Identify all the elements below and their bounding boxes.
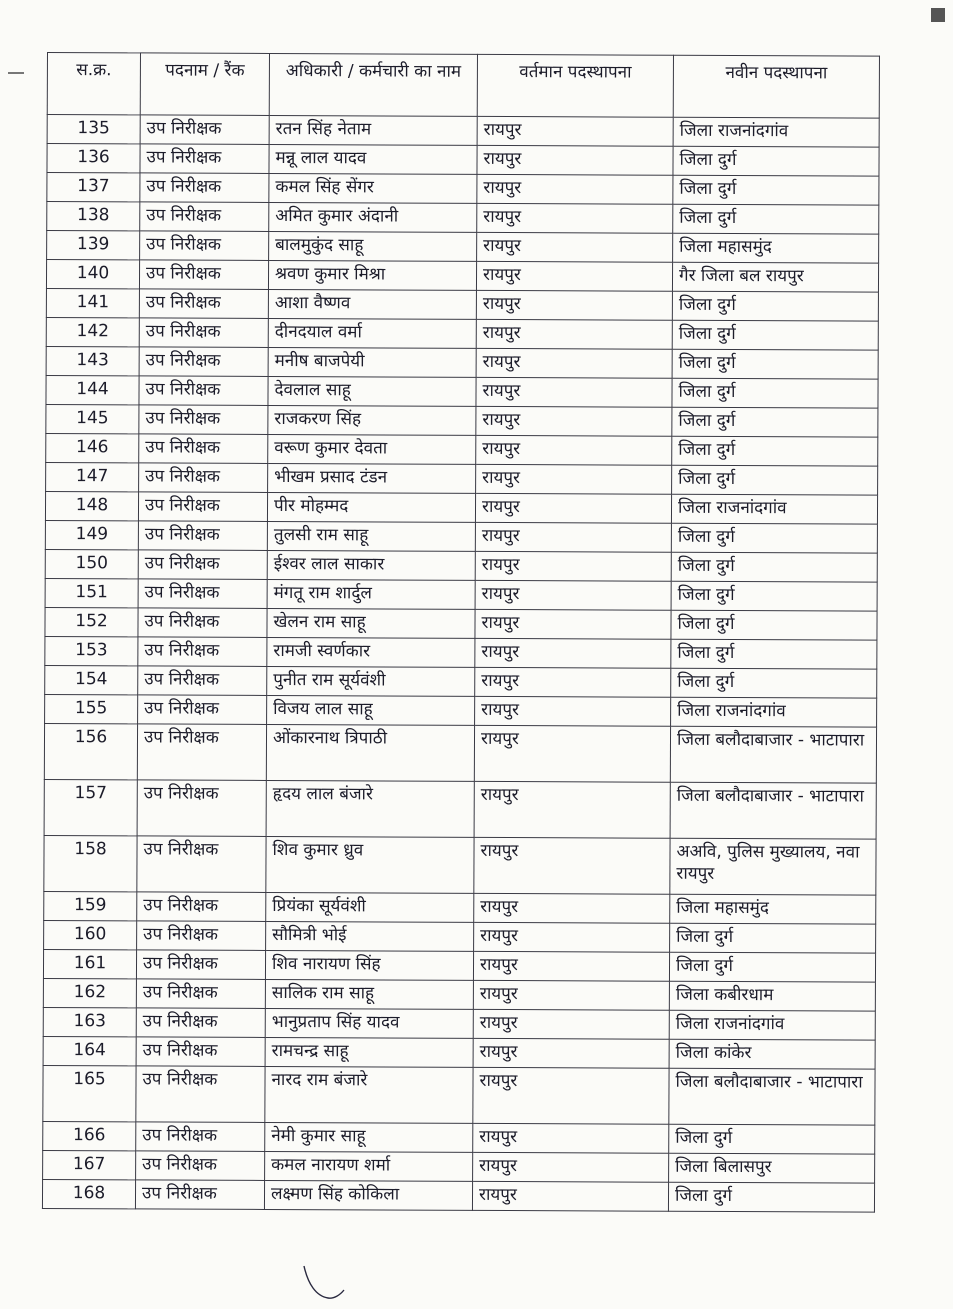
cell-name: मन्नू लाल यादव <box>269 144 477 174</box>
cell-rank: उप निरीक्षक <box>140 173 269 203</box>
cell-current-posting: रायपुर <box>473 1123 669 1153</box>
cell-sno: 141 <box>46 288 139 317</box>
cell-sno: 140 <box>46 260 139 289</box>
cell-sno: 146 <box>46 433 139 462</box>
header-current-posting: वर्तमान पदस्थापना <box>477 54 673 117</box>
cell-new-posting: जिला दुर्ग <box>671 581 877 611</box>
table-row <box>42 1179 874 1212</box>
cell-sno: 159 <box>44 891 137 920</box>
table-row <box>45 549 877 582</box>
table-body <box>42 115 879 1213</box>
cell-rank: उप निरीक्षक <box>139 463 268 493</box>
cell-current-posting: रायपुर <box>475 667 671 697</box>
cell-current-posting: रायपुर <box>477 232 673 262</box>
table-row <box>43 1036 875 1069</box>
table-row <box>46 404 878 437</box>
cell-sno: 154 <box>45 665 138 694</box>
cell-new-posting: जिला बलौदाबाजार - भाटापारा <box>669 1068 875 1125</box>
cell-new-posting: जिला कबीरधाम <box>669 981 875 1011</box>
cell-rank: उप निरीक्षक <box>140 231 269 261</box>
table-row <box>47 115 879 148</box>
cell-sno: 168 <box>42 1179 135 1208</box>
cell-name: ईश्वर लाल साकार <box>267 550 475 580</box>
cell-rank: उप निरीक्षक <box>140 115 269 145</box>
scan-margin-mark <box>8 72 24 74</box>
cell-rank: उप निरीक्षक <box>136 1151 265 1181</box>
cell-rank: उप निरीक्षक <box>139 376 268 406</box>
cell-new-posting: जिला राजनांदगांव <box>673 117 879 147</box>
cell-sno: 148 <box>45 491 138 520</box>
table-row <box>45 694 877 727</box>
header-sno: स.क्र. <box>47 53 140 115</box>
table-row <box>46 346 878 379</box>
cell-current-posting: रायपुर <box>474 893 670 923</box>
cell-rank: उप निरीक्षक <box>137 892 266 922</box>
table-row <box>44 891 876 924</box>
cell-current-posting: रायपुर <box>472 1181 668 1211</box>
cell-new-posting: जिला महासमुंद <box>673 233 879 263</box>
cell-sno: 150 <box>45 549 138 578</box>
cell-rank: उप निरीक्षक <box>139 434 268 464</box>
cell-new-posting: जिला दुर्ग <box>671 668 877 698</box>
cell-name: सालिक राम साहू <box>265 979 473 1009</box>
cell-sno: 161 <box>43 949 136 978</box>
cell-new-posting: जिला महासमुंद <box>670 894 876 924</box>
cell-sno: 136 <box>47 144 140 173</box>
cell-rank: उप निरीक्षक <box>137 724 266 781</box>
cell-new-posting: जिला दुर्ग <box>672 349 878 379</box>
table-row <box>46 433 878 466</box>
transfer-list-table <box>42 52 880 1213</box>
cell-current-posting: रायपुर <box>473 1009 669 1039</box>
table-row <box>45 578 877 611</box>
cell-rank: उप निरीक्षक <box>138 695 267 725</box>
cell-name: मनीष बाजपेयी <box>268 347 476 377</box>
cell-sno: 144 <box>46 375 139 404</box>
table-row <box>47 144 879 177</box>
cell-current-posting: रायपुर <box>473 951 669 981</box>
cell-sno: 165 <box>43 1065 136 1121</box>
table-row <box>46 260 878 293</box>
cell-sno: 139 <box>47 231 140 260</box>
cell-name: विजय लाल साहू <box>267 695 475 725</box>
cell-sno: 155 <box>45 694 138 723</box>
cell-name: रामचन्द्र साहू <box>265 1037 473 1067</box>
cell-name: भानुप्रताप सिंह यादव <box>265 1008 473 1038</box>
cell-name: अमित कुमार अंदानी <box>269 202 477 232</box>
cell-rank: उप निरीक्षक <box>138 579 267 609</box>
cell-rank: उप निरीक्षक <box>137 921 266 951</box>
cell-rank: उप निरीक्षक <box>135 1180 264 1210</box>
table-row <box>45 607 877 640</box>
cell-new-posting: जिला दुर्ग <box>672 407 878 437</box>
cell-rank: उप निरीक्षक <box>138 637 267 667</box>
cell-new-posting: जिला दुर्ग <box>673 204 879 234</box>
header-name: अधिकारी / कर्मचारी का नाम <box>269 53 477 116</box>
cell-sno: 167 <box>43 1150 136 1179</box>
cell-sno: 143 <box>46 346 139 375</box>
table-row <box>45 636 877 669</box>
cell-new-posting: जिला दुर्ग <box>672 436 878 466</box>
cell-sno: 164 <box>43 1036 136 1065</box>
cell-current-posting: रायपुर <box>477 145 673 175</box>
cell-name: कमल सिंह सेंगर <box>269 173 477 203</box>
cell-name: सौमित्री भोई <box>266 921 474 951</box>
scan-corner-mark <box>931 8 945 22</box>
cell-current-posting: रायपुर <box>476 377 672 407</box>
cell-sno: 162 <box>43 978 136 1007</box>
cell-new-posting: जिला दुर्ग <box>672 465 878 495</box>
cell-current-posting: रायपुर <box>476 261 672 291</box>
cell-rank: उप निरीक्षक <box>139 318 268 348</box>
table-row <box>43 978 875 1011</box>
cell-name: प्रियंका सूर्यवंशी <box>266 892 474 922</box>
table-row <box>44 779 876 839</box>
cell-sno: 145 <box>46 404 139 433</box>
cell-current-posting: रायपुर <box>473 1038 669 1068</box>
cell-current-posting: रायपुर <box>477 174 673 204</box>
cell-sno: 163 <box>43 1007 136 1036</box>
cell-current-posting: रायपुर <box>476 464 672 494</box>
cell-rank: उप निरीक्षक <box>137 780 266 837</box>
table-row <box>43 949 875 982</box>
cell-rank: उप निरीक्षक <box>136 979 265 1009</box>
cell-new-posting: जिला बलौदाबाजार - भाटापारा <box>670 782 876 839</box>
cell-name: भीखम प्रसाद टंडन <box>268 463 476 493</box>
cell-sno: 152 <box>45 607 138 636</box>
table-row <box>45 665 877 698</box>
cell-name: ओंकारनाथ त्रिपाठी <box>266 724 474 781</box>
table-row <box>44 920 876 953</box>
cell-new-posting: जिला राजनांदगांव <box>671 697 877 727</box>
cell-name: पीर मोहम्मद <box>267 492 475 522</box>
cell-current-posting: रायपुर <box>473 1152 669 1182</box>
table-row <box>46 462 878 495</box>
table-row <box>45 520 877 553</box>
cell-rank: उप निरीक्षक <box>138 492 267 522</box>
cell-name: खेलन राम साहू <box>267 608 475 638</box>
cell-new-posting: जिला दुर्ग <box>671 610 877 640</box>
cell-current-posting: रायपुर <box>474 922 670 952</box>
header-rank: पदनाम / रैंक <box>140 53 269 116</box>
cell-name: नारद राम बंजारे <box>265 1066 473 1123</box>
table-row <box>47 231 879 264</box>
cell-rank: उप निरीक्षक <box>136 1066 265 1123</box>
table-row <box>46 317 878 350</box>
cell-sno: 153 <box>45 636 138 665</box>
header-new-posting: नवीन पदस्थापना <box>673 55 879 118</box>
cell-current-posting: रायपुर <box>477 116 673 146</box>
table-row <box>43 1150 875 1183</box>
cell-current-posting: रायपुर <box>475 696 671 726</box>
cell-new-posting: गैर जिला बल रायपुर <box>672 262 878 292</box>
cell-sno: 147 <box>46 462 139 491</box>
cell-rank: उप निरीक्षक <box>136 1008 265 1038</box>
cell-new-posting: जिला दुर्ग <box>673 146 879 176</box>
cell-current-posting: रायपुर <box>475 638 671 668</box>
cell-rank: उप निरीक्षक <box>138 550 267 580</box>
cell-rank: उप निरीक्षक <box>137 836 266 893</box>
cell-rank: उप निरीक्षक <box>136 1122 265 1152</box>
cell-name: देवलाल साहू <box>268 376 476 406</box>
signature-mark <box>300 1262 350 1302</box>
cell-new-posting: जिला दुर्ग <box>670 923 876 953</box>
cell-rank: उप निरीक्षक <box>139 347 268 377</box>
cell-sno: 149 <box>45 520 138 549</box>
table-row <box>43 1065 875 1125</box>
table-row <box>44 723 876 783</box>
cell-sno: 160 <box>44 920 137 949</box>
cell-current-posting: रायपुर <box>477 203 673 233</box>
cell-new-posting: जिला दुर्ग <box>673 175 879 205</box>
cell-new-posting: जिला दुर्ग <box>671 552 877 582</box>
cell-current-posting: रायपुर <box>475 609 671 639</box>
cell-current-posting: रायपुर <box>475 522 671 552</box>
cell-name: नेमी कुमार साहू <box>265 1122 473 1152</box>
table-row <box>43 1121 875 1154</box>
cell-rank: उप निरीक्षक <box>136 1037 265 1067</box>
cell-new-posting: जिला राजनांदगांव <box>671 494 877 524</box>
cell-name: रतन सिंह नेताम <box>269 115 477 145</box>
cell-sno: 151 <box>45 578 138 607</box>
cell-name: श्रवण कुमार मिश्रा <box>268 260 476 290</box>
cell-name: राजकरण सिंह <box>268 405 476 435</box>
cell-name: बालमुकुंद साहू <box>269 231 477 261</box>
cell-new-posting: जिला बलौदाबाजार - भाटापारा <box>670 726 876 783</box>
cell-rank: उप निरीक्षक <box>138 666 267 696</box>
cell-new-posting: जिला दुर्ग <box>668 1182 874 1212</box>
cell-current-posting: रायपुर <box>475 551 671 581</box>
cell-rank: उप निरीक्षक <box>139 260 268 290</box>
table-row <box>47 202 879 235</box>
cell-new-posting: जिला दुर्ग <box>672 291 878 321</box>
table-header-row <box>47 53 879 119</box>
cell-current-posting: रायपुर <box>474 837 670 894</box>
table-row <box>45 491 877 524</box>
cell-new-posting: जिला दुर्ग <box>671 523 877 553</box>
table-row <box>46 288 878 321</box>
cell-name: दीनदयाल वर्मा <box>268 318 476 348</box>
table-row <box>46 375 878 408</box>
cell-sno: 137 <box>47 173 140 202</box>
cell-name: लक्ष्मण सिंह कोकिला <box>264 1180 472 1210</box>
cell-rank: उप निरीक्षक <box>138 608 267 638</box>
cell-name: आशा वैष्णव <box>268 289 476 319</box>
transfer-list-table-container <box>42 52 879 1213</box>
cell-name: रामजी स्वर्णकार <box>267 637 475 667</box>
cell-name: शिव नारायण सिंह <box>265 950 473 980</box>
cell-rank: उप निरीक्षक <box>140 144 269 174</box>
cell-current-posting: रायपुर <box>474 725 670 782</box>
cell-sno: 157 <box>44 779 137 835</box>
cell-current-posting: रायपुर <box>476 435 672 465</box>
cell-rank: उप निरीक्षक <box>140 202 269 232</box>
cell-name: तुलसी राम साहू <box>267 521 475 551</box>
cell-name: हृदय लाल बंजारे <box>266 780 474 837</box>
cell-current-posting: रायपुर <box>473 980 669 1010</box>
cell-name: कमल नारायण शर्मा <box>265 1151 473 1181</box>
cell-current-posting: रायपुर <box>473 1067 669 1124</box>
cell-rank: उप निरीक्षक <box>139 405 268 435</box>
cell-rank: उप निरीक्षक <box>136 950 265 980</box>
cell-sno: 142 <box>46 317 139 346</box>
cell-current-posting: रायपुर <box>476 406 672 436</box>
cell-new-posting: जिला दुर्ग <box>669 952 875 982</box>
cell-new-posting: जिला दुर्ग <box>672 378 878 408</box>
cell-new-posting: अअवि, पुलिस मुख्यालय, नवा रायपुर <box>670 838 876 895</box>
cell-current-posting: रायपुर <box>476 348 672 378</box>
table-row <box>43 1007 875 1040</box>
cell-rank: उप निरीक्षक <box>139 289 268 319</box>
cell-new-posting: जिला राजनांदगांव <box>669 1010 875 1040</box>
table-row <box>47 173 879 206</box>
cell-new-posting: जिला बिलासपुर <box>669 1153 875 1183</box>
cell-name: पुनीत राम सूर्यवंशी <box>267 666 475 696</box>
cell-sno: 138 <box>47 202 140 231</box>
cell-rank: उप निरीक्षक <box>138 521 267 551</box>
cell-sno: 156 <box>44 723 137 779</box>
cell-new-posting: जिला कांकेर <box>669 1039 875 1069</box>
cell-current-posting: रायपुर <box>476 290 672 320</box>
cell-new-posting: जिला दुर्ग <box>672 320 878 350</box>
cell-current-posting: रायपुर <box>475 580 671 610</box>
cell-name: शिव कुमार ध्रुव <box>266 836 474 893</box>
cell-current-posting: रायपुर <box>476 319 672 349</box>
cell-sno: 166 <box>43 1121 136 1150</box>
cell-name: मंगतू राम शार्दुल <box>267 579 475 609</box>
cell-new-posting: जिला दुर्ग <box>669 1124 875 1154</box>
table-row <box>44 835 876 895</box>
cell-new-posting: जिला दुर्ग <box>671 639 877 669</box>
cell-sno: 135 <box>47 115 140 144</box>
cell-name: वरूण कुमार देवता <box>268 434 476 464</box>
cell-current-posting: रायपुर <box>475 493 671 523</box>
cell-sno: 158 <box>44 835 137 891</box>
cell-current-posting: रायपुर <box>474 781 670 838</box>
